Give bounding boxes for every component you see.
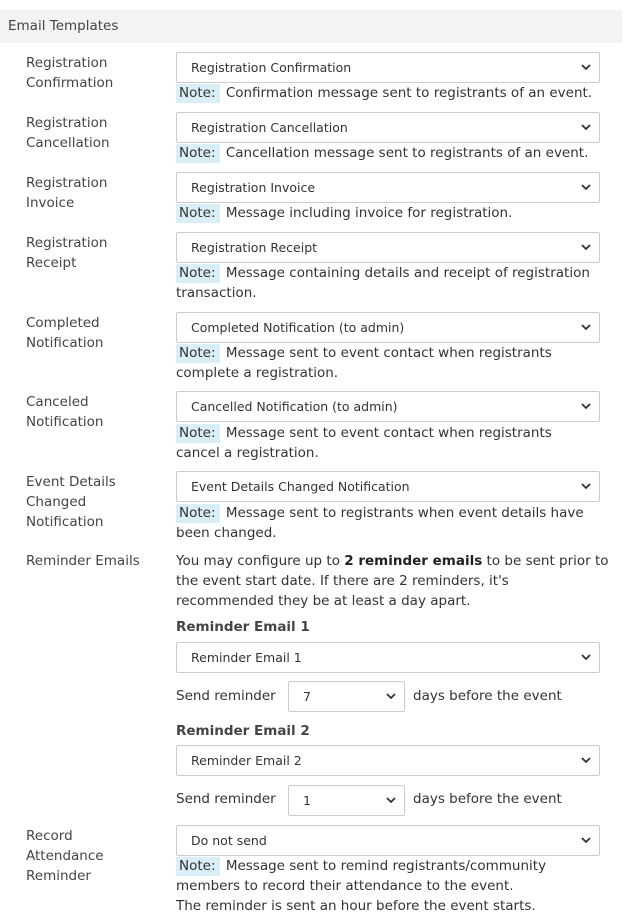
intro-text: recommended they be at least a day apart. — [176, 593, 471, 609]
note-text: Message sent to remind registrants/community — [225, 858, 547, 874]
note-registration-confirmation — [176, 83, 606, 103]
note-tag: Note: — [176, 84, 220, 103]
selected-value: 7 — [303, 689, 311, 704]
chevron-down-icon — [580, 754, 592, 766]
note-tag: Note: — [176, 264, 220, 283]
label-registration-cancellation — [26, 113, 166, 153]
label-line: Changed — [26, 494, 87, 510]
chevron-down-icon — [580, 400, 592, 412]
note-registration-receipt — [176, 263, 606, 303]
canceled-notification-select[interactable] — [176, 391, 600, 422]
note-text: members to record their attendance to the event. — [176, 878, 514, 894]
label-registration-invoice — [26, 173, 166, 213]
chevron-down-icon — [580, 480, 592, 492]
intro-text: the event start date. If there are 2 reminders, it's — [176, 573, 509, 589]
chevron-down-icon — [385, 690, 397, 702]
send-reminder-2-label: Send reminder — [176, 791, 276, 807]
note-tag: Note: — [176, 504, 220, 523]
label-line: Notification — [26, 414, 104, 430]
selected-value: Do not send — [191, 833, 267, 848]
chevron-down-icon — [580, 651, 592, 663]
label-line: Registration — [26, 115, 108, 131]
label-line: Record — [26, 828, 73, 844]
note-registration-cancellation — [176, 143, 606, 163]
label-line: Attendance — [26, 848, 104, 864]
label-line: Notification — [26, 514, 104, 530]
selected-value: Registration Cancellation — [191, 120, 348, 135]
days-before-event-1: days before the event — [413, 688, 562, 704]
note-canceled-notification — [176, 423, 606, 463]
note-text: complete a registration. — [176, 365, 339, 381]
registration-invoice-select[interactable] — [176, 172, 600, 203]
note-tag: Note: — [176, 857, 220, 876]
chevron-down-icon — [385, 794, 397, 806]
note-text: The reminder is sent an hour before the event starts. — [176, 898, 536, 914]
intro-text: You may configure up to — [176, 553, 345, 569]
send-reminder-1-label: Send reminder — [176, 688, 276, 704]
label-canceled-notification — [26, 392, 166, 432]
note-text: Message sent to event contact when registrants — [225, 345, 552, 361]
note-text: transaction. — [176, 285, 257, 301]
note-registration-invoice — [176, 203, 606, 223]
record-attendance-select[interactable] — [176, 825, 600, 856]
event-details-changed-select[interactable] — [176, 471, 600, 502]
selected-value: Completed Notification (to admin) — [191, 320, 405, 335]
chevron-down-icon — [580, 181, 592, 193]
note-tag: Note: — [176, 344, 220, 363]
note-text: cancel a registration. — [176, 445, 319, 461]
label-line: Receipt — [26, 255, 77, 271]
note-text: Message sent to event contact when registrants — [225, 425, 552, 441]
label-registration-receipt — [26, 233, 166, 273]
note-text: been changed. — [176, 525, 277, 541]
reminder-email-2-select[interactable] — [176, 745, 600, 776]
note-tag: Note: — [176, 144, 220, 163]
reminder-2-days-select[interactable] — [288, 785, 405, 816]
intro-text: to be sent prior to — [482, 553, 609, 569]
note-text: Cancellation message sent to registrants of an event. — [225, 145, 589, 161]
note-completed-notification — [176, 343, 606, 383]
label-line: Registration — [26, 175, 108, 191]
label-line: Reminder — [26, 868, 91, 884]
selected-value: Registration Invoice — [191, 180, 316, 195]
reminder-email-1-select[interactable] — [176, 642, 600, 673]
note-text: Message containing details and receipt of registration — [225, 265, 590, 281]
reminder-1-days-select[interactable] — [288, 681, 405, 712]
label-line: Event Details — [26, 474, 116, 490]
reminder-email-1-heading: Reminder Email 1 — [176, 619, 310, 635]
note-tag: Note: — [176, 424, 220, 443]
selected-value: Cancelled Notification (to admin) — [191, 399, 398, 414]
selected-value: 1 — [303, 793, 311, 808]
registration-cancellation-select[interactable] — [176, 112, 600, 143]
registration-confirmation-select[interactable] — [176, 52, 600, 83]
label-line: Completed — [26, 315, 100, 331]
label-registration-confirmation — [26, 53, 166, 93]
selected-value: Registration Receipt — [191, 240, 318, 255]
label-line: Registration — [26, 55, 108, 71]
label-completed-notification — [26, 313, 166, 353]
label-line: Cancellation — [26, 135, 110, 151]
label-reminder-emails: Reminder Emails — [26, 553, 140, 569]
label-line: Invoice — [26, 195, 75, 211]
chevron-down-icon — [580, 241, 592, 253]
label-line: Notification — [26, 335, 104, 351]
note-text: Message including invoice for registration. — [225, 205, 513, 221]
intro-bold: 2 reminder emails — [344, 553, 483, 569]
label-line: Canceled — [26, 394, 89, 410]
note-event-details-changed — [176, 503, 606, 543]
chevron-down-icon — [580, 834, 592, 846]
selected-value: Reminder Email 1 — [191, 650, 302, 665]
label-line: Registration — [26, 235, 108, 251]
section-header-email-templates: Email Templates — [0, 10, 622, 43]
note-tag: Note: — [176, 204, 220, 223]
label-line: Confirmation — [26, 75, 114, 91]
chevron-down-icon — [580, 61, 592, 73]
days-before-event-2: days before the event — [413, 791, 562, 807]
reminder-intro — [176, 551, 609, 611]
note-text: Message sent to registrants when event details have — [225, 505, 584, 521]
label-record-attendance-reminder — [26, 826, 166, 886]
chevron-down-icon — [580, 321, 592, 333]
registration-receipt-select[interactable] — [176, 232, 600, 263]
chevron-down-icon — [580, 121, 592, 133]
selected-value: Event Details Changed Notification — [191, 479, 410, 494]
reminder-email-2-heading: Reminder Email 2 — [176, 723, 310, 739]
selected-value: Reminder Email 2 — [191, 753, 302, 768]
note-record-attendance — [176, 856, 606, 916]
label-event-details-changed — [26, 472, 166, 532]
selected-value: Registration Confirmation — [191, 60, 352, 75]
note-text: Confirmation message sent to registrants of an event. — [225, 85, 593, 101]
completed-notification-select[interactable] — [176, 312, 600, 343]
